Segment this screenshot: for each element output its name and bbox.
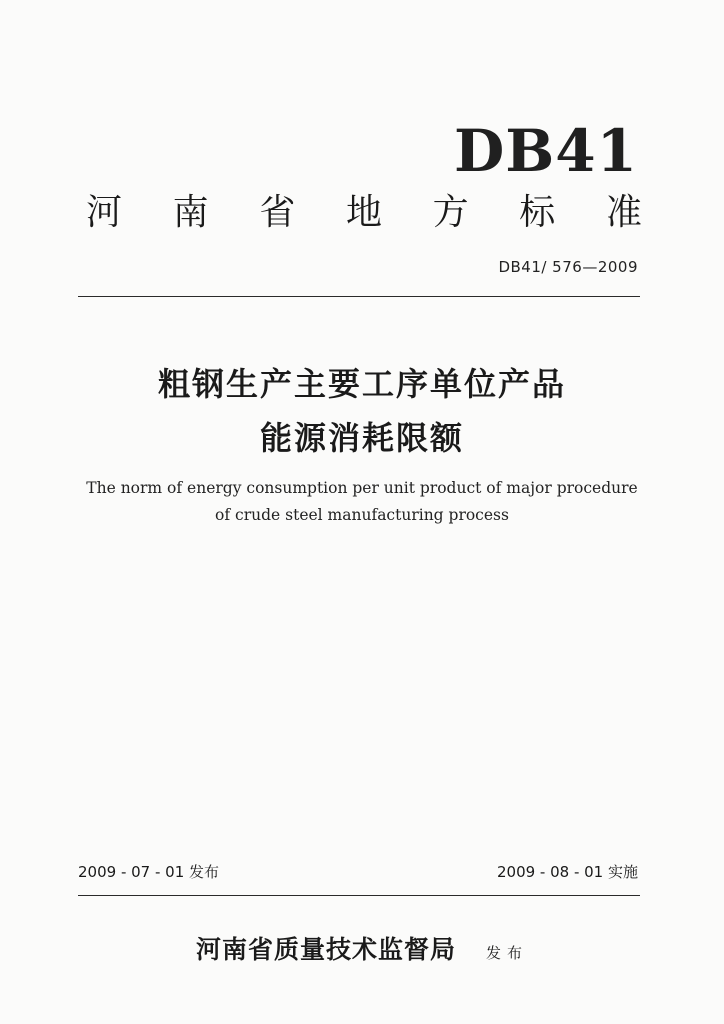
standard-type-char: 省 [259, 192, 296, 233]
standard-type-char: 南 [172, 192, 209, 233]
standard-code-mark: DB41 [453, 117, 638, 185]
standard-type-char: 方 [432, 192, 469, 233]
issue-date: 2009 - 07 - 01 发布 [78, 863, 220, 881]
bottom-divider [78, 895, 640, 896]
standard-type [86, 192, 642, 233]
standard-type-char: 准 [605, 192, 642, 233]
title-chinese-line-1: 粗钢生产主要工序单位产品 [157, 365, 566, 403]
issuing-authority: 河南省质量技术监督局 [195, 935, 456, 964]
title-chinese-line-2: 能源消耗限额 [259, 419, 464, 457]
standard-type-char: 河 [86, 192, 123, 233]
effective-date: 2009 - 08 - 01 实施 [496, 863, 638, 881]
issuer-row [0, 930, 724, 966]
standard-type-char: 标 [519, 192, 556, 233]
issue-action-label: 发布 [486, 944, 529, 962]
title-english-line-2: of crude steel manufacturing process [215, 506, 509, 524]
standard-number: DB41/ 576—2009 [498, 258, 638, 276]
title-english-line-1: The norm of energy consumption per unit product of major procedure [86, 479, 638, 497]
standard-type-char: 地 [345, 192, 382, 233]
top-divider [78, 296, 640, 297]
